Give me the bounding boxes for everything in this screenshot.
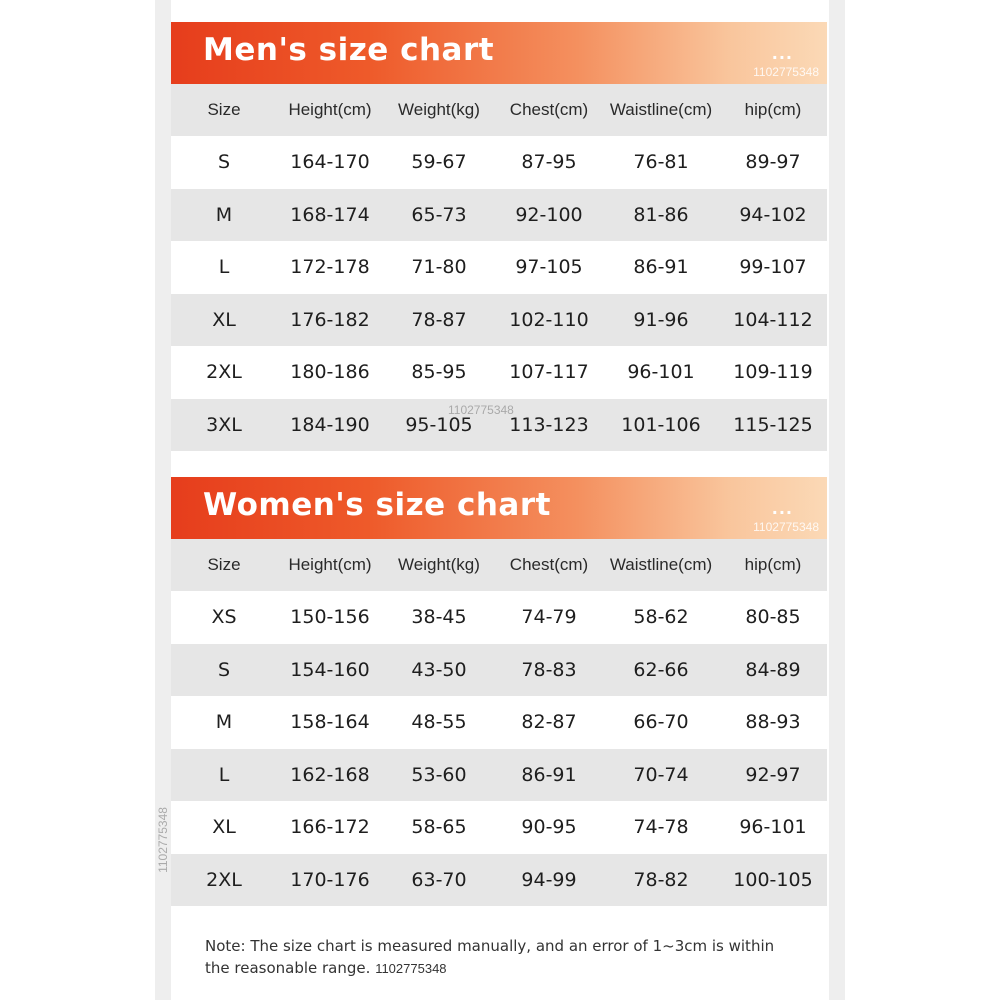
table-row [171, 644, 827, 697]
size-cell: 3XL [171, 399, 277, 452]
chest-cell: 97-105 [495, 241, 603, 294]
size-cell: XS [171, 591, 277, 644]
weight-cell: 65-73 [383, 189, 495, 242]
column-header-height: Height(cm) [277, 84, 383, 136]
size-cell: 2XL [171, 346, 277, 399]
waistline-cell: 66-70 [603, 696, 719, 749]
hip-cell: 109-119 [719, 346, 827, 399]
chest-cell: 102-110 [495, 294, 603, 347]
right-border-strip [829, 0, 845, 1000]
men-size-chart [171, 22, 827, 451]
hip-cell: 104-112 [719, 294, 827, 347]
size-cell: M [171, 189, 277, 242]
women-banner-watermark: 1102775348 [753, 520, 819, 534]
column-header-chest: Chest(cm) [495, 84, 603, 136]
waistline-cell: 58-62 [603, 591, 719, 644]
weight-cell: 59-67 [383, 136, 495, 189]
table-row [171, 346, 827, 399]
weight-cell: 71-80 [383, 241, 495, 294]
weight-cell: 95-105 [383, 399, 495, 452]
weight-cell: 43-50 [383, 644, 495, 697]
waistline-cell: 81-86 [603, 189, 719, 242]
column-header-weight: Weight(kg) [383, 84, 495, 136]
chest-cell: 113-123 [495, 399, 603, 452]
weight-cell: 85-95 [383, 346, 495, 399]
waistline-cell: 78-82 [603, 854, 719, 907]
column-header-waistline: Waistline(cm) [603, 84, 719, 136]
table-row [171, 294, 827, 347]
table-row [171, 801, 827, 854]
women-size-chart [171, 477, 827, 906]
column-header-weight: Weight(kg) [383, 539, 495, 591]
height-cell: 176-182 [277, 294, 383, 347]
waistline-cell: 70-74 [603, 749, 719, 802]
chest-cell: 92-100 [495, 189, 603, 242]
table-row [171, 749, 827, 802]
chest-cell: 107-117 [495, 346, 603, 399]
hip-cell: 84-89 [719, 644, 827, 697]
weight-cell: 63-70 [383, 854, 495, 907]
chest-cell: 82-87 [495, 696, 603, 749]
weight-cell: 53-60 [383, 749, 495, 802]
table-row [171, 189, 827, 242]
waistline-cell: 96-101 [603, 346, 719, 399]
chest-cell: 78-83 [495, 644, 603, 697]
size-cell: S [171, 644, 277, 697]
table-header-row [171, 539, 827, 591]
chest-cell: 74-79 [495, 591, 603, 644]
vertical-watermark-id: 1102775348 [156, 807, 170, 873]
women-chart-title: Women's size chart [203, 487, 551, 523]
hip-cell: 100-105 [719, 854, 827, 907]
watermark-id: 1102775348 [448, 403, 514, 417]
weight-cell: 78-87 [383, 294, 495, 347]
size-cell: XL [171, 294, 277, 347]
weight-cell: 38-45 [383, 591, 495, 644]
waistline-cell: 76-81 [603, 136, 719, 189]
height-cell: 184-190 [277, 399, 383, 452]
height-cell: 168-174 [277, 189, 383, 242]
men-chart-title: Men's size chart [203, 32, 495, 68]
column-header-waistline: Waistline(cm) [603, 539, 719, 591]
hip-cell: 96-101 [719, 801, 827, 854]
table-row [171, 854, 827, 907]
height-cell: 180-186 [277, 346, 383, 399]
table-header-row [171, 84, 827, 136]
column-header-size: Size [171, 539, 277, 591]
more-dots-icon: ... [771, 44, 793, 63]
column-header-size: Size [171, 84, 277, 136]
chest-cell: 90-95 [495, 801, 603, 854]
column-header-hip: hip(cm) [719, 539, 827, 591]
note-watermark-id: 1102775348 [375, 961, 447, 976]
hip-cell: 92-97 [719, 749, 827, 802]
men-banner-watermark: 1102775348 [753, 65, 819, 79]
hip-cell: 89-97 [719, 136, 827, 189]
men-size-table [171, 84, 827, 451]
size-cell: XL [171, 801, 277, 854]
size-cell: 2XL [171, 854, 277, 907]
hip-cell: 88-93 [719, 696, 827, 749]
table-row [171, 591, 827, 644]
size-cell: L [171, 241, 277, 294]
height-cell: 154-160 [277, 644, 383, 697]
table-row [171, 241, 827, 294]
hip-cell: 99-107 [719, 241, 827, 294]
column-header-hip: hip(cm) [719, 84, 827, 136]
height-cell: 164-170 [277, 136, 383, 189]
size-cell: S [171, 136, 277, 189]
women-chart-banner [171, 477, 827, 539]
chest-cell: 87-95 [495, 136, 603, 189]
men-chart-banner [171, 22, 827, 84]
height-cell: 162-168 [277, 749, 383, 802]
weight-cell: 58-65 [383, 801, 495, 854]
column-header-chest: Chest(cm) [495, 539, 603, 591]
height-cell: 170-176 [277, 854, 383, 907]
height-cell: 172-178 [277, 241, 383, 294]
size-note-text: Note: The size chart is measured manually, and an error of 1~3cm is within the reasonable range. [205, 937, 775, 977]
size-note [205, 935, 795, 980]
waistline-cell: 62-66 [603, 644, 719, 697]
weight-cell: 48-55 [383, 696, 495, 749]
column-header-height: Height(cm) [277, 539, 383, 591]
waistline-cell: 86-91 [603, 241, 719, 294]
hip-cell: 94-102 [719, 189, 827, 242]
table-row [171, 696, 827, 749]
waistline-cell: 91-96 [603, 294, 719, 347]
height-cell: 158-164 [277, 696, 383, 749]
hip-cell: 80-85 [719, 591, 827, 644]
size-cell: M [171, 696, 277, 749]
size-cell: L [171, 749, 277, 802]
height-cell: 166-172 [277, 801, 383, 854]
women-size-table [171, 539, 827, 906]
more-dots-icon: ... [771, 499, 793, 518]
chest-cell: 94-99 [495, 854, 603, 907]
hip-cell: 115-125 [719, 399, 827, 452]
waistline-cell: 74-78 [603, 801, 719, 854]
chest-cell: 86-91 [495, 749, 603, 802]
table-row [171, 136, 827, 189]
height-cell: 150-156 [277, 591, 383, 644]
waistline-cell: 101-106 [603, 399, 719, 452]
